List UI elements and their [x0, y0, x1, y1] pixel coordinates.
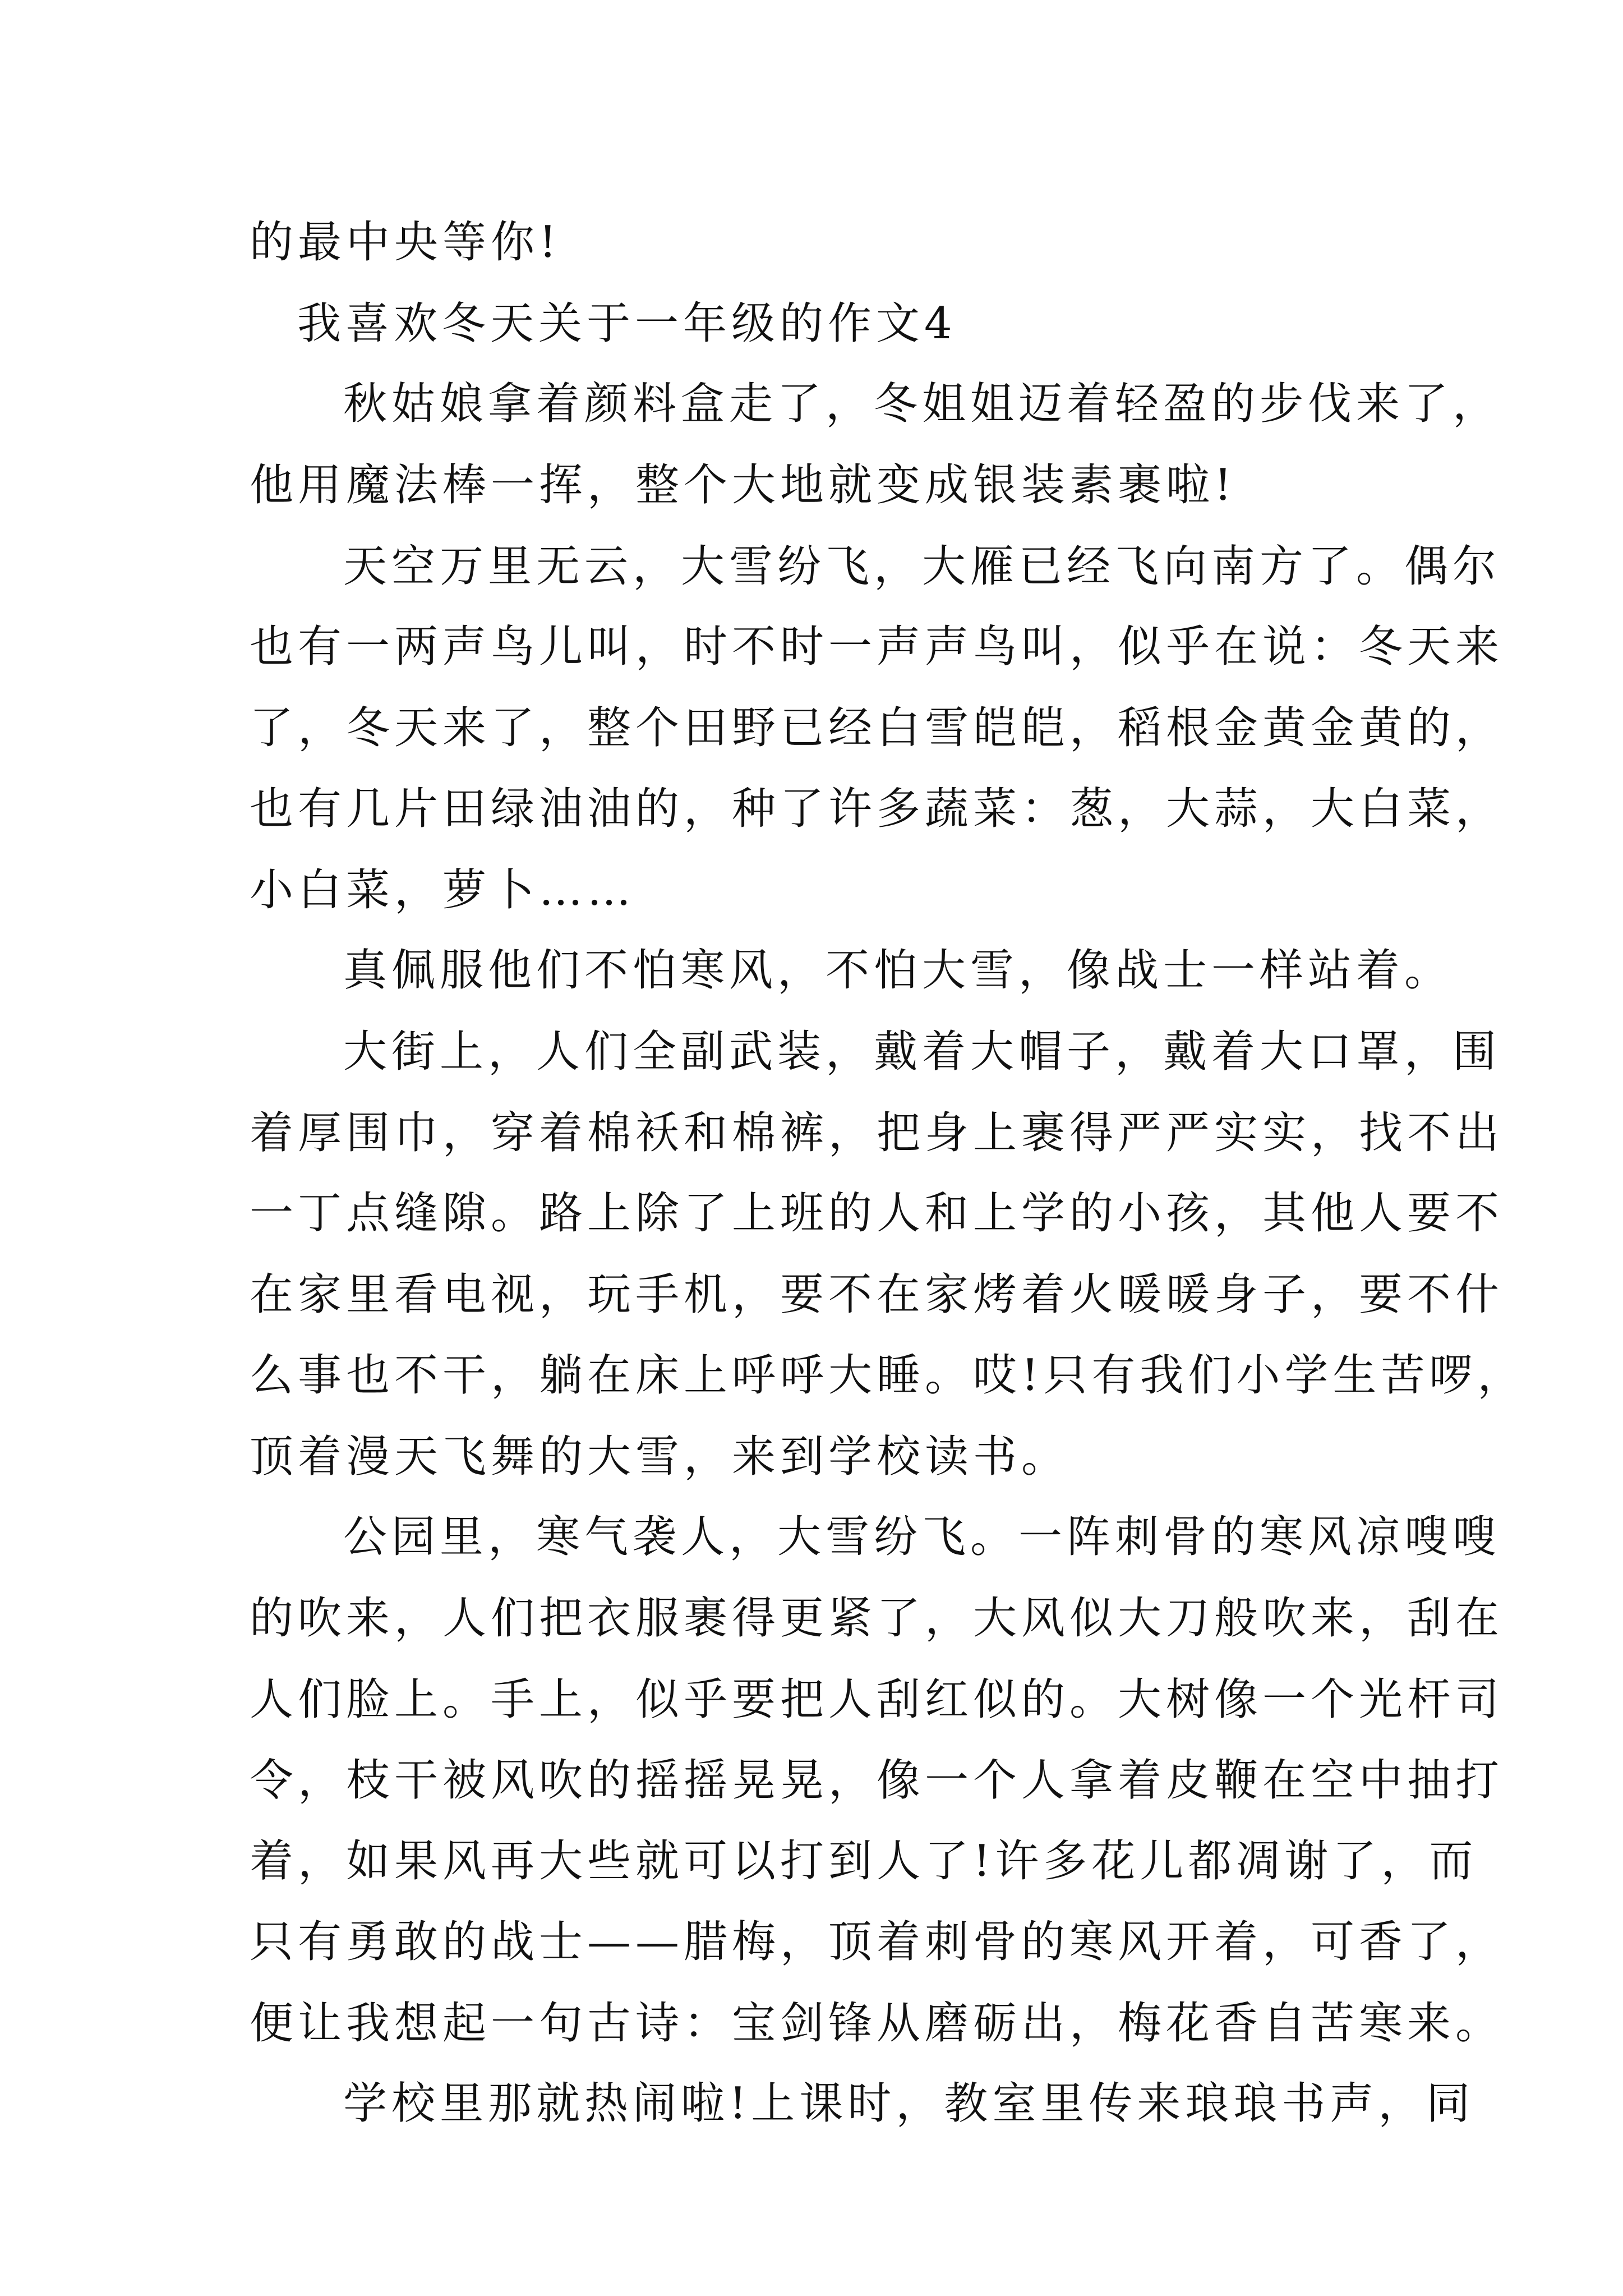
text-line: 也有一两声鸟儿叫，时不时一声声鸟叫，似乎在说：冬天来	[250, 622, 1504, 672]
text-line: 小白菜，萝卜……	[250, 865, 636, 915]
text-line: 天空万里无云，大雪纷飞，大雁已经飞向南方了。偶尔	[343, 541, 1501, 592]
text-line: 的吹来，人们把衣服裹得更紧了，大风似大刀般吹来，刮在	[250, 1593, 1504, 1644]
text-line: 了，冬天来了，整个田野已经白雪皑皑，稻根金黄金黄的，	[250, 703, 1504, 753]
article-title: 我喜欢冬天关于一年级的作文4	[297, 298, 957, 349]
text-line: 令，枝干被风吹的摇摇晃晃，像一个人拿着皮鞭在空中抽打	[250, 1755, 1504, 1806]
text-line: 也有几片田绿油油的，种了许多蔬菜：葱，大蒜，大白菜，	[250, 784, 1504, 834]
text-line: 学校里那就热闹啦!上课时，教室里传来琅琅书声，同	[343, 2078, 1475, 2129]
text-line: 的最中央等你!	[250, 217, 561, 268]
text-line: 只有勇敢的战士——腊梅，顶着刺骨的寒风开着，可香了，	[250, 1917, 1504, 1967]
text-line: 他用魔法棒一挥，整个大地就变成银装素裹啦!	[250, 460, 1237, 510]
text-line: 在家里看电视，玩手机，要不在家烤着火暖暖身子，要不什	[250, 1269, 1504, 1320]
text-line: 秋姑娘拿着颜料盒走了，冬姐姐迈着轻盈的步伐来了，	[343, 379, 1501, 429]
text-line: 大街上，人们全副武装，戴着大帽子，戴着大口罩，围	[343, 1027, 1501, 1077]
text-line: 着，如果风再大些就可以打到人了!许多花儿都凋谢了，而	[250, 1836, 1478, 1887]
text-line: 便让我想起一句古诗：宝剑锋从磨砺出，梅花香自苦寒来。	[250, 1998, 1504, 2049]
text-line: 一丁点缝隙。路上除了上班的人和上学的小孩，其他人要不	[250, 1188, 1504, 1239]
text-line: 人们脸上。手上，似乎要把人刮红似的。大树像一个光杆司	[250, 1674, 1504, 1725]
text-line: 公园里，寒气袭人，大雪纷飞。一阵刺骨的寒风凉嗖嗖	[343, 1512, 1501, 1562]
text-line: 顶着漫天飞舞的大雪，来到学校读书。	[250, 1432, 1070, 1482]
text-line: 么事也不干，躺在床上呼呼大睡。哎!只有我们小学生苦啰，	[250, 1350, 1526, 1401]
text-line: 真佩服他们不怕寒风，不怕大雪，像战士一样站着。	[343, 945, 1453, 996]
text-line: 着厚围巾，穿着棉袄和棉裤，把身上裹得严严实实，找不出	[250, 1108, 1504, 1158]
